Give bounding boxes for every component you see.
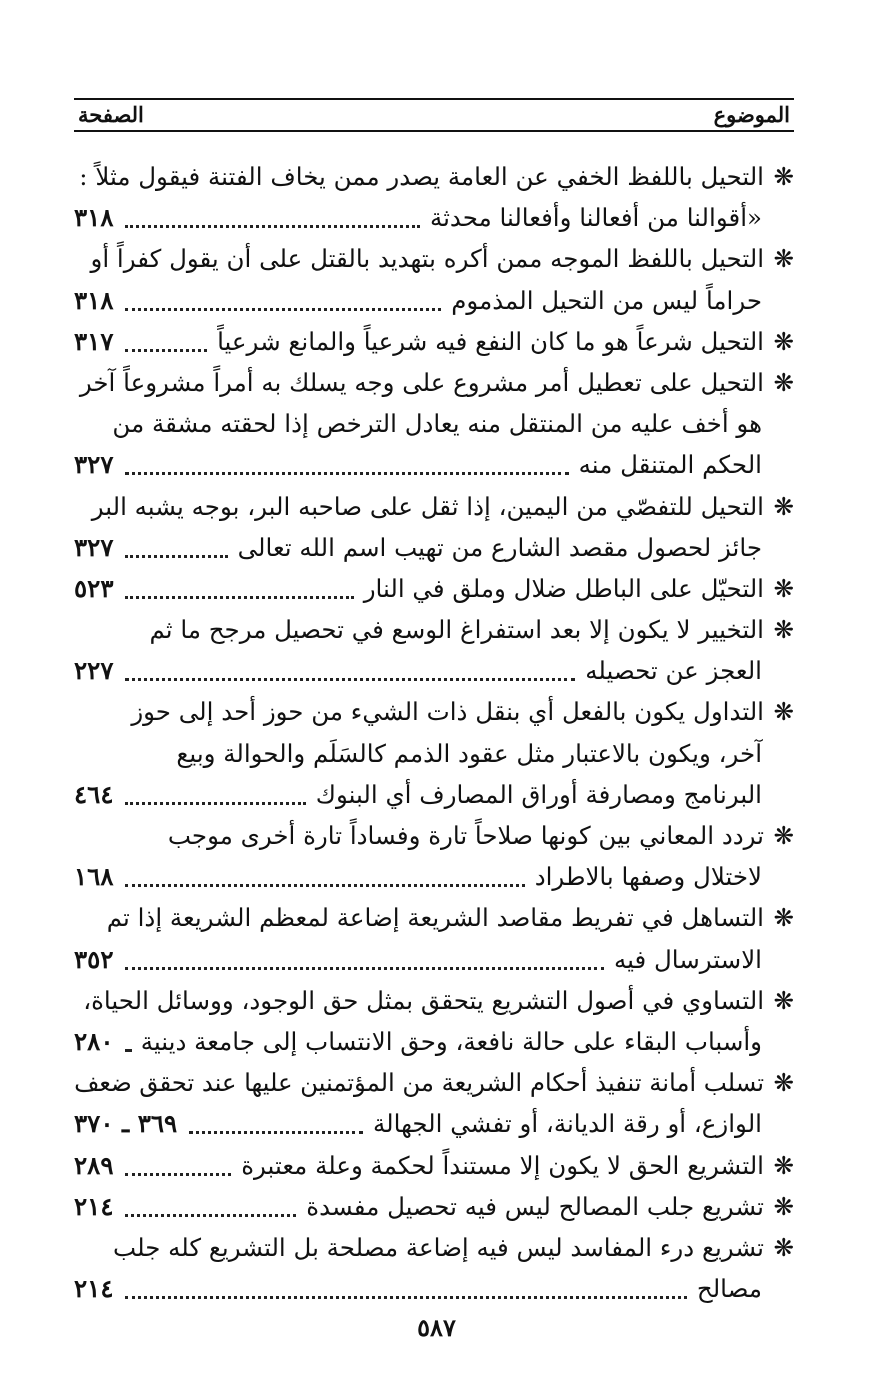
entry-text: وأسباب البقاء على حالة نافعة، وحق الانتساب إلى جامعة دينية (140, 1026, 762, 1056)
entry-page-number: ٢١٤ (74, 1274, 114, 1304)
entry-text: تشريع درء المفاسد ليس فيه إضاعة مصلحة بل التشريع كله جلب (113, 1232, 764, 1262)
entry-text: التحيل على تعطيل أمر مشروع على وجه يسلك به أمراً مشروعاً آخر (79, 367, 764, 397)
entry-line (74, 733, 794, 774)
entry-line (74, 238, 794, 279)
entry-page-number: ٢٨٠ (74, 1026, 114, 1056)
entry-line (74, 156, 794, 197)
entry-text: العجز عن تحصيله (585, 656, 762, 686)
entry-line (74, 856, 794, 897)
dot-leader (125, 884, 525, 887)
entry-text: التحيل شرعاً هو ما كان النفع فيه شرعياً والمانع شرعياً (217, 326, 764, 356)
entry-page-number: ٣٢٧ (74, 450, 114, 480)
bullet-star-icon: ❋ (773, 244, 794, 274)
entry-text: حراماً ليس من التحيل المذموم (451, 285, 762, 315)
topic-column-heading: الموضوع (713, 102, 790, 127)
entry-line (74, 444, 794, 485)
bullet-star-icon: ❋ (773, 615, 794, 645)
entry-text: التحيل للتفصّي من اليمين، إذا ثقل على صاحبه البر، بوجه يشبه البر (91, 491, 764, 521)
entry-text: التحيل باللفظ الموجه ممن أكره بتهديد بالقتل على أن يقول كفراً أو (90, 244, 764, 274)
entry-text: آخر، ويكون بالاعتبار مثل عقود الذمم كالسَلَم والحوالة وبيع (176, 738, 762, 768)
entry-text: التخيير لا يكون إلا بعد استفراغ الوسع في تحصيل مرجح ما ثم (149, 615, 764, 645)
entry-line (74, 362, 794, 403)
entry-line (74, 1227, 794, 1268)
dot-leader (189, 1131, 363, 1134)
bullet-star-icon: ❋ (773, 367, 794, 397)
page-number: ٥٨٧ (417, 1313, 456, 1342)
entry-line (74, 650, 794, 691)
entry-text: «أقوالنا من أفعالنا وأفعالنا محدثة (429, 203, 762, 233)
entry-text: الحكم المتنقل منه (578, 450, 762, 480)
bullet-star-icon: ❋ (773, 1150, 794, 1180)
dot-leader (125, 225, 420, 228)
table-header (74, 98, 794, 132)
entry-line (74, 815, 794, 856)
entry-page-number: ٢١٤ (74, 1191, 114, 1221)
entry-line (74, 609, 794, 650)
entry-line (74, 897, 794, 938)
dot-leader (125, 1173, 231, 1176)
entry-text: التشريع الحق لا يكون إلا مستنداً لحكمة وعلة معتبرة (241, 1150, 764, 1180)
dot-leader (125, 555, 228, 558)
dot-leader (125, 308, 441, 311)
entry-page-number: ٣١٨ (74, 203, 114, 233)
entry-text: التحيّل على الباطل ضلال وملق في النار (363, 573, 764, 603)
entry-line (74, 1145, 794, 1186)
bullet-star-icon: ❋ (773, 1232, 794, 1262)
entry-page-number: ٣١٨ (74, 285, 114, 315)
dot-leader (125, 967, 604, 970)
entry-page-number: ١٦٨ (74, 862, 114, 892)
entry-line (74, 1103, 794, 1144)
entry-text: هو أخف عليه من المنتقل منه يعادل الترخص إذا لحقته مشقة من (112, 409, 762, 439)
bullet-star-icon: ❋ (773, 821, 794, 850)
entry-line (74, 568, 794, 609)
dot-leader (125, 1049, 131, 1052)
entry-page-number: ٥٢٣ (74, 573, 114, 603)
page-column-heading: الصفحة (78, 102, 144, 127)
entry-line (74, 197, 794, 238)
entry-text: لاختلال وصفها بالاطراد (534, 862, 762, 892)
entry-page-number: ٣٢٧ (74, 532, 114, 562)
entry-line (74, 774, 794, 815)
bullet-star-icon: ❋ (773, 985, 794, 1015)
entry-line (74, 280, 794, 321)
entry-page-number: ٣٦٩ ـ ٣٧٠ (74, 1109, 178, 1139)
entry-page-number: ٤٦٤ (74, 779, 114, 809)
dot-leader (125, 472, 569, 475)
entry-line (74, 403, 794, 444)
entry-line (74, 939, 794, 980)
entry-page-number: ٢٨٩ (74, 1150, 114, 1180)
entry-text: تشريع جلب المصالح ليس فيه تحصيل مفسدة (306, 1191, 764, 1221)
entry-text: التساوي في أصول التشريع يتحقق بمثل حق الوجود، ووسائل الحياة، (83, 985, 764, 1015)
entry-text: الاسترسال فيه (613, 944, 762, 974)
bullet-star-icon: ❋ (773, 697, 794, 727)
entry-line (74, 980, 794, 1021)
index-entries (74, 156, 794, 1309)
entry-line (74, 691, 794, 732)
entry-line (74, 527, 794, 568)
bullet-star-icon: ❋ (773, 491, 794, 521)
entry-line (74, 1186, 794, 1227)
entry-line (74, 321, 794, 362)
entry-line (74, 1021, 794, 1062)
dot-leader (125, 349, 207, 352)
entry-text: جائز لحصول مقصد الشارع من تهيب اسم الله تعالى (237, 532, 762, 562)
entry-text: التساهل في تفريط مقاصد الشريعة إضاعة لمعظم الشريعة إذا تم (106, 903, 764, 933)
dot-leader (125, 596, 354, 599)
entry-page-number: ٣١٧ (74, 326, 114, 356)
dot-leader (125, 1296, 687, 1299)
entry-text: التحيل باللفظ الخفي عن العامة يصدر ممن يخاف الفتنة فيقول مثلاً : (79, 162, 764, 191)
entry-line (74, 486, 794, 527)
entry-text: مصالح (696, 1274, 762, 1304)
bullet-star-icon: ❋ (773, 162, 794, 191)
entry-text: الوازع، أو رقة الديانة، أو تفشي الجهالة (373, 1109, 762, 1139)
entry-text: تردد المعاني بين كونها صلاحاً تارة وفساداً تارة أخرى موجب (167, 821, 764, 850)
entry-text: البرنامج ومصارفة أوراق المصارف أي البنوك (315, 779, 762, 809)
entry-line (74, 1268, 794, 1309)
bullet-star-icon: ❋ (773, 1068, 794, 1098)
entry-page-number: ٢٢٧ (74, 656, 114, 686)
bullet-star-icon: ❋ (773, 326, 794, 356)
entry-page-number: ٣٥٢ (74, 944, 114, 974)
bullet-star-icon: ❋ (773, 573, 794, 603)
entry-text: تسلب أمانة تنفيذ أحكام الشريعة من المؤتمنين عليها عند تحقق ضعف (74, 1068, 764, 1098)
dot-leader (125, 678, 575, 681)
dot-leader (125, 1214, 296, 1217)
entry-line (74, 1062, 794, 1103)
bullet-star-icon: ❋ (773, 903, 794, 933)
entry-text: التداول يكون بالفعل أي بنقل ذات الشيء من حوز أحد إلى حوز (131, 697, 764, 727)
bullet-star-icon: ❋ (773, 1191, 794, 1221)
dot-leader (125, 802, 306, 805)
